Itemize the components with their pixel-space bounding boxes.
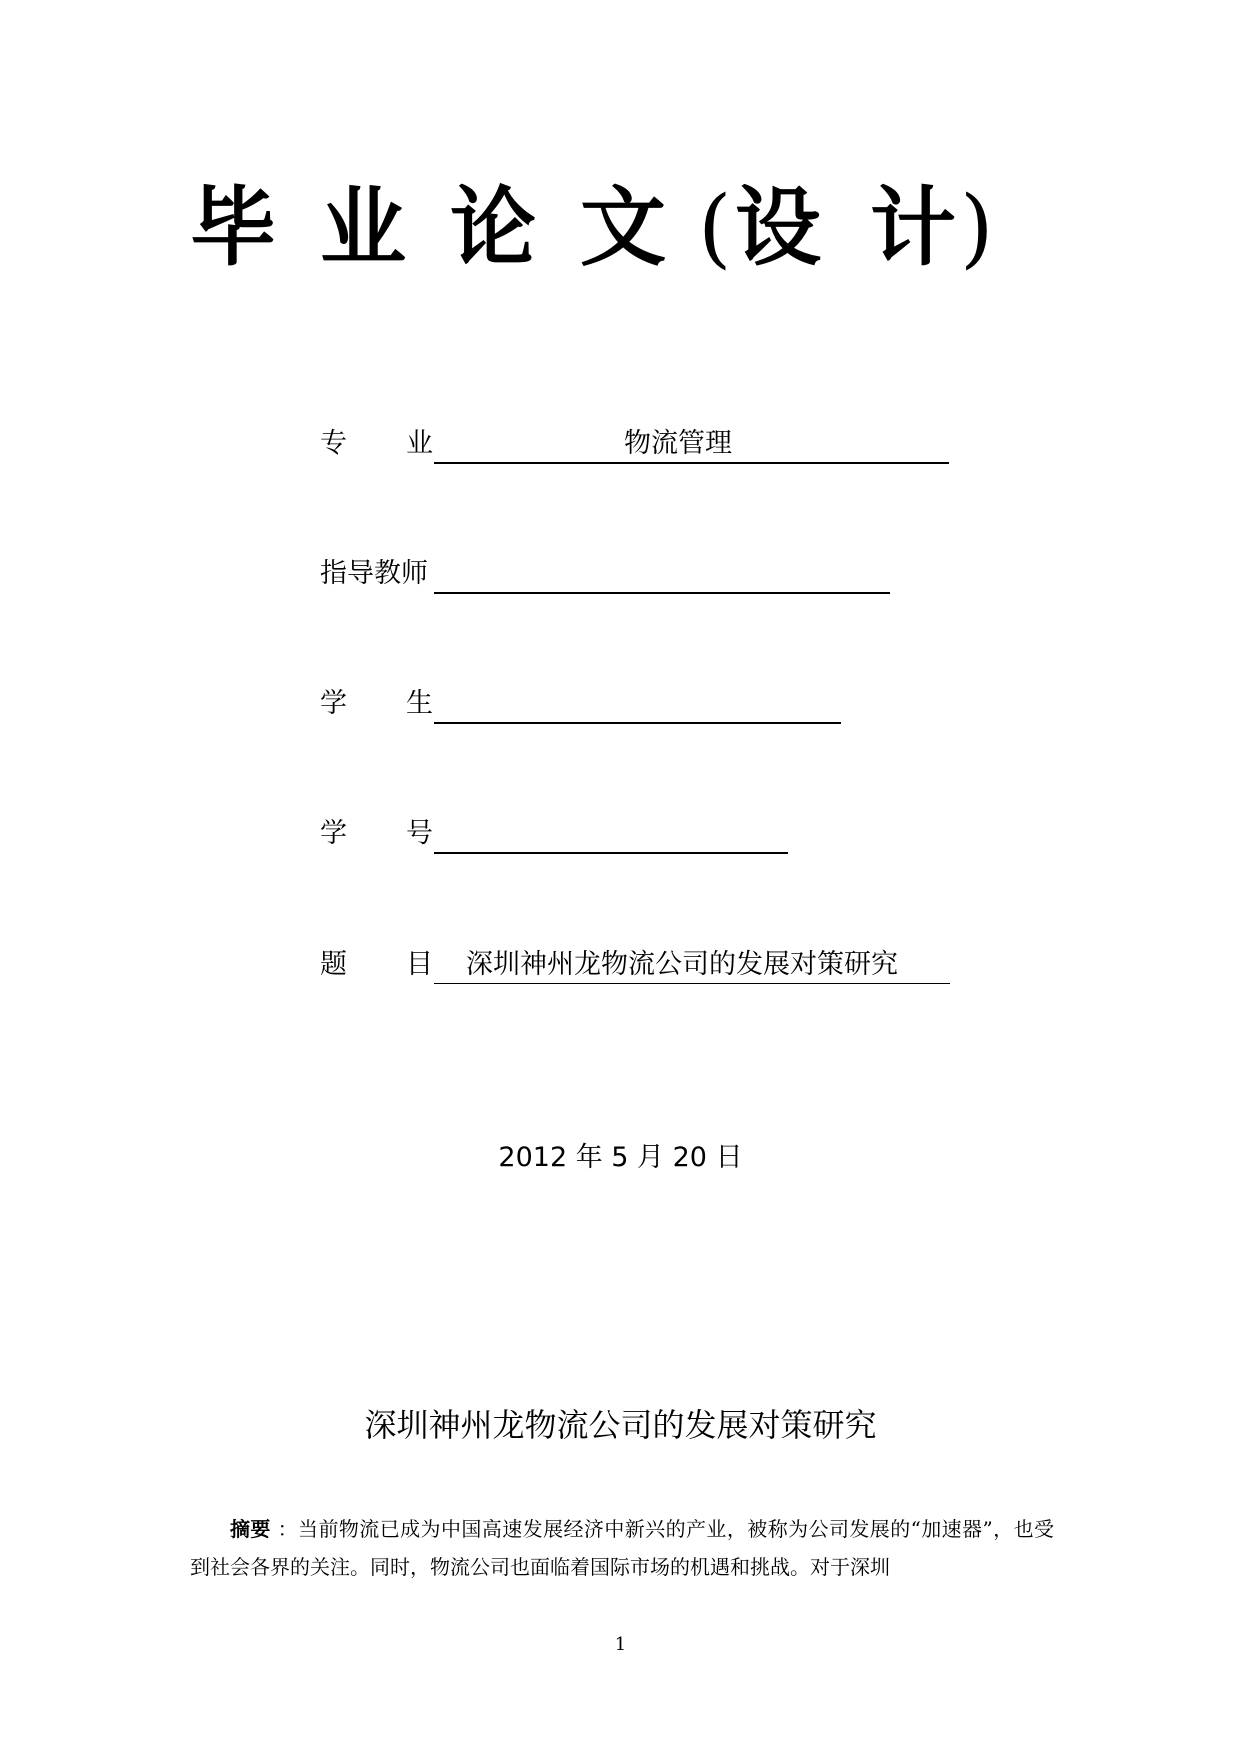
student-id-label-char: 学	[320, 818, 347, 849]
title-char: 计	[870, 177, 956, 278]
page-number: 1	[614, 1634, 627, 1655]
student-label-char: 生	[406, 688, 433, 719]
title-char: 设	[735, 177, 821, 278]
title-char: 论	[450, 177, 536, 278]
student-id-underline	[434, 814, 788, 854]
abstract-text: 当前物流已成为中国高速发展经济中新兴的产业，被称为公司发展的“加速器”，也受到社会各界的关注。同时，物流公司也面临着国际市场的机遇和挑战。对于深圳	[190, 1517, 1055, 1579]
student-id-label-char: 号	[406, 818, 433, 849]
abstract-separator: ：	[270, 1517, 299, 1541]
topic-label-char: 目	[406, 949, 433, 980]
topic-value: 深圳神州龙物流公司的发展对策研究	[466, 949, 898, 980]
student-underline	[434, 684, 841, 724]
title-char: 业	[320, 177, 406, 278]
title-char: (	[698, 178, 732, 278]
title-char: 文	[580, 177, 666, 278]
submission-date: 2012 年 5 月 20 日	[498, 1142, 743, 1173]
paper-title: 深圳神州龙物流公司的发展对策研究	[364, 1406, 877, 1444]
topic-label-char: 题	[320, 949, 347, 980]
abstract-paragraph	[190, 1510, 1054, 1586]
title-char: 毕	[190, 177, 276, 278]
title-char: )	[960, 178, 994, 278]
major-value: 物流管理	[624, 428, 732, 459]
advisor-underline	[434, 554, 890, 594]
student-label-char: 学	[320, 688, 347, 719]
abstract-label: 摘要	[230, 1517, 271, 1541]
major-label-char: 业	[406, 428, 433, 459]
advisor-label: 指导教师	[320, 558, 428, 589]
major-label-char: 专	[320, 428, 347, 459]
main-title	[190, 168, 1050, 288]
